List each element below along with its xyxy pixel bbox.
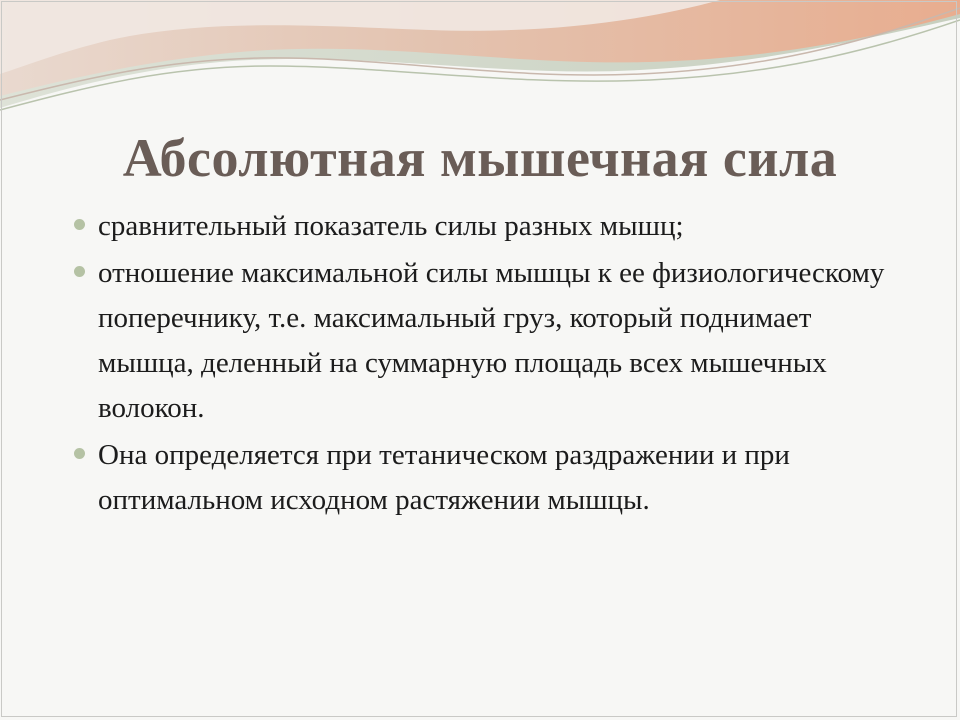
bullet-item (72, 433, 912, 523)
slide-title: Абсолютная мышечная сила (122, 128, 838, 188)
bullet-dot-icon (74, 219, 85, 230)
bullet-dot-icon (74, 448, 85, 459)
bullet-item (72, 251, 912, 431)
bullet-list (72, 204, 912, 525)
decorative-header-wave (0, 0, 960, 130)
bullet-item (72, 204, 912, 249)
bullet-dot-icon (74, 266, 85, 277)
bullet-text: Она определяется при тетаническом раздражении и при оптимальном исходном растяжении мышцы. (98, 439, 790, 516)
bullet-text: отношение максимальной силы мышцы к ее физиологическому поперечнику, т.е. максимальный груз, который поднимает мышца, деленный на суммарную площадь всех мышечных волокон. (98, 257, 885, 424)
bullet-text: сравнительный показатель силы разных мышц; (98, 210, 684, 242)
